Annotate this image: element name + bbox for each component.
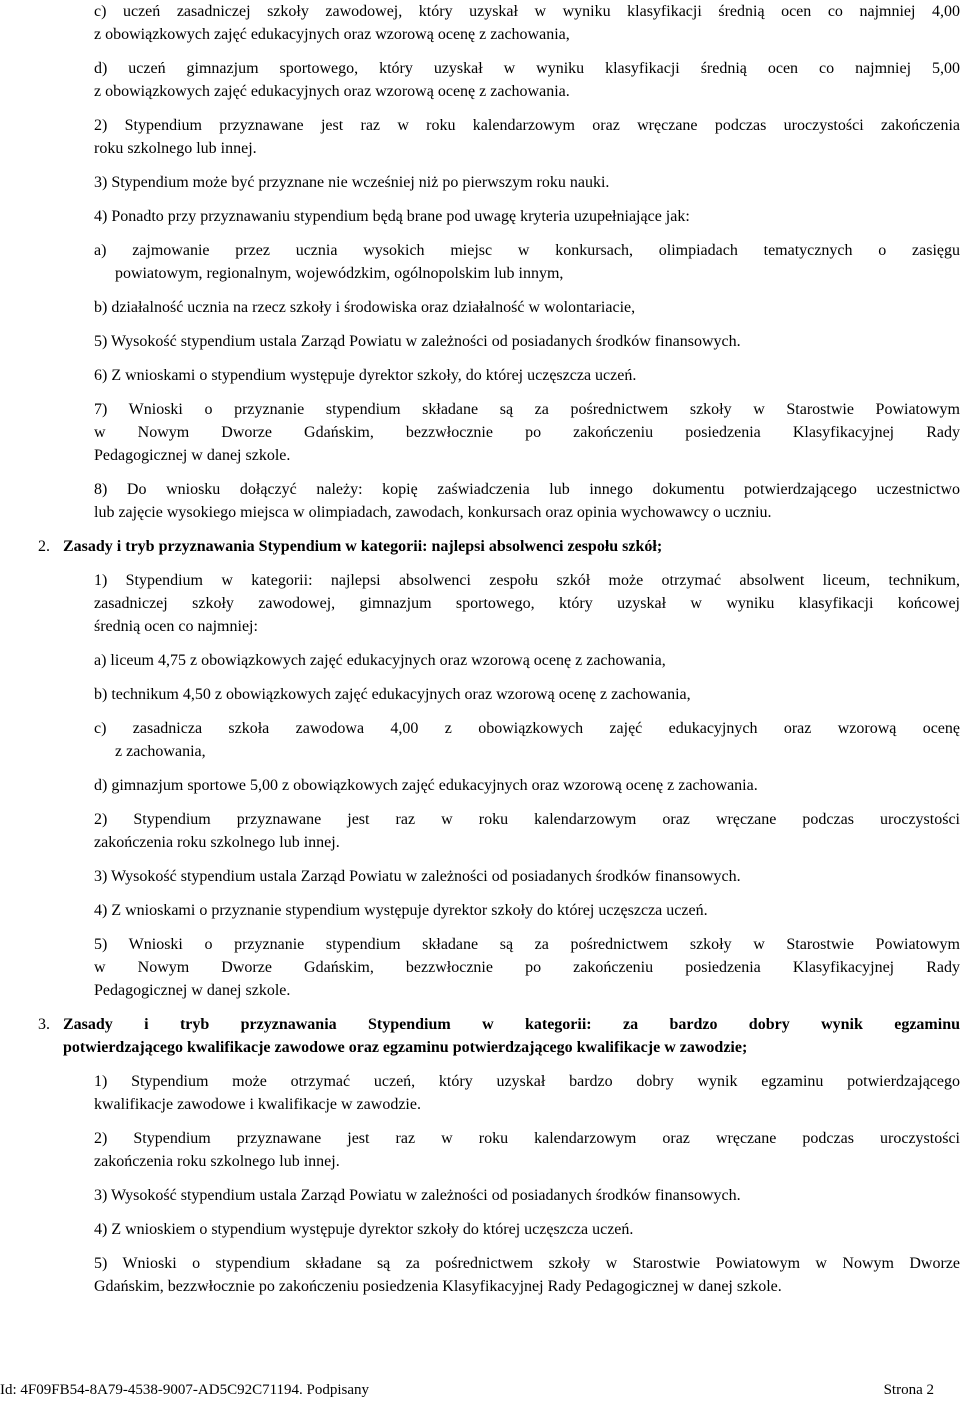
s2-point-5-line2: w Nowym Dworze Gdańskim, bezzwłocznie po zakończeniu posiedzenia Klasyfikacyjnej Rady	[94, 959, 960, 976]
point-7-line2: w Nowym Dworze Gdańskim, bezzwłocznie po zakończeniu posiedzenia Klasyfikacyjnej Rady	[94, 424, 960, 441]
s2-point-5-line3: Pedagogicznej w danej szkole.	[94, 982, 291, 999]
s2-point-1-line2: zasadniczej szkoły zawodowej, gimnazjum sportowego, który uzyskał w wyniku klasyfikacji końcowej	[94, 595, 960, 612]
section-2-number: 2.	[38, 538, 50, 555]
point-4: 4) Ponadto przy przyznawaniu stypendium będą brane pod uwagę kryteria uzupełniające jak:	[94, 208, 690, 225]
point-4a-line2: powiatowym, regionalnym, wojewódzkim, ogólnopolskim lub innym,	[115, 265, 564, 282]
point-2-line2: roku szkolnego lub innej.	[94, 140, 257, 157]
footer-page-number: Strona 2	[883, 1382, 934, 1398]
s3-point-1-line1: 1) Stypendium może otrzymać uczeń, który uzyskał bardzo dobry wynik egzaminu potwierdzającego	[94, 1073, 960, 1090]
point-8-line2: lub zajęcie wysokiego miejsca w olimpiadach, zawodach, konkursach oraz opinia wychowawcy o uczniu.	[94, 504, 772, 521]
point-8-line1: 8) Do wniosku dołączyć należy: kopię zaświadczenia lub innego dokumentu potwierdzającego uczestnictwo	[94, 481, 960, 498]
s2-point-2-line2: zakończenia roku szkolnego lub innej.	[94, 834, 340, 851]
s2-item-b: b) technikum 4,50 z obowiązkowych zajęć edukacyjnych oraz wzorową ocenę z zachowania,	[94, 686, 691, 703]
section-3-heading-line2: potwierdzającego kwalifikacje zawodowe oraz egzaminu potwierdzającego kwalifikacje w zawodzie;	[63, 1039, 748, 1056]
list-item-d-line1: d) uczeń gimnazjum sportowego, który uzyskał w wyniku klasyfikacji średnią ocen co najmniej 5,00	[94, 60, 960, 77]
point-4a-line1: a) zajmowanie przez ucznia wysokich miejsc w konkursach, olimpiadach tematycznych o zasięgu	[94, 242, 960, 259]
point-5: 5) Wysokość stypendium ustala Zarząd Powiatu w zależności od posiadanych środków finansowych.	[94, 333, 741, 350]
s3-point-3: 3) Wysokość stypendium ustala Zarząd Powiatu w zależności od posiadanych środków finansowych.	[94, 1187, 741, 1204]
section-2-heading: Zasady i tryb przyznawania Stypendium w kategorii: najlepsi absolwenci zespołu szkół;	[63, 538, 663, 555]
s2-item-a: a) liceum 4,75 z obowiązkowych zajęć edukacyjnych oraz wzorową ocenę z zachowania,	[94, 652, 666, 669]
s2-item-c-line1: c) zasadnicza szkoła zawodowa 4,00 z obowiązkowych zajęć edukacyjnych oraz wzorową ocenę	[94, 720, 960, 737]
footer-document-id: Id: 4F09FB54-8A79-4538-9007-AD5C92C71194. Podpisany	[0, 1382, 370, 1398]
list-item-d-line2: z obowiązkowych zajęć edukacyjnych oraz wzorową ocenę z zachowania.	[94, 83, 570, 100]
s3-point-1-line2: kwalifikacje zawodowe i kwalifikacje w zawodzie.	[94, 1096, 421, 1113]
s2-point-2-line1: 2) Stypendium przyznawane jest raz w roku kalendarzowym oraz wręczane podczas uroczystości	[94, 811, 960, 828]
point-6: 6) Z wnioskami o stypendium występuje dyrektor szkoły, do której uczęszcza uczeń.	[94, 367, 637, 384]
s3-point-4: 4) Z wnioskiem o stypendium występuje dyrektor szkoły do której uczęszcza uczeń.	[94, 1221, 634, 1238]
point-4b: b) działalność ucznia na rzecz szkoły i środowiska oraz działalność w wolontariacie,	[94, 299, 636, 316]
s2-point-5-line1: 5) Wnioski o przyznanie stypendium składane są za pośrednictwem szkoły w Starostwie Powiatowym	[94, 936, 960, 953]
s2-point-4: 4) Z wnioskami o przyznanie stypendium występuje dyrektor szkoły do której uczęszcza uczeń.	[94, 902, 708, 919]
point-7-line1: 7) Wnioski o przyznanie stypendium składane są za pośrednictwem szkoły w Starostwie Powiatowym	[94, 401, 960, 418]
point-2-line1: 2) Stypendium przyznawane jest raz w roku kalendarzowym oraz wręczane podczas uroczystości zakończenia	[94, 117, 960, 134]
section-3-number: 3.	[38, 1016, 50, 1033]
s2-point-1-line3: średnią ocen co najmniej:	[94, 618, 258, 635]
s3-point-5-line1: 5) Wnioski o stypendium składane są za pośrednictwem szkoły w Starostwie Powiatowym w Nowym Dworze	[94, 1255, 960, 1272]
s3-point-2-line2: zakończenia roku szkolnego lub innej.	[94, 1153, 340, 1170]
s2-item-d: d) gimnazjum sportowe 5,00 z obowiązkowych zajęć edukacyjnych oraz wzorową ocenę z zachowania.	[94, 777, 758, 794]
s3-point-2-line1: 2) Stypendium przyznawane jest raz w roku kalendarzowym oraz wręczane podczas uroczystości	[94, 1130, 960, 1147]
point-3: 3) Stypendium może być przyznane nie wcześniej niż po pierwszym roku nauki.	[94, 174, 610, 191]
s2-point-1-line1: 1) Stypendium w kategorii: najlepsi absolwenci zespołu szkół może otrzymać absolwent liceum, technikum,	[94, 572, 960, 589]
s2-item-c-line2: z zachowania,	[115, 743, 206, 760]
list-item-c-line1: c) uczeń zasadniczej szkoły zawodowej, który uzyskał w wyniku klasyfikacji średnią ocen co najmniej 4,00	[94, 3, 960, 20]
section-3-heading-line1: Zasady i tryb przyznawania Stypendium w kategorii: za bardzo dobry wynik egzaminu	[63, 1016, 960, 1033]
point-7-line3: Pedagogicznej w danej szkole.	[94, 447, 291, 464]
s3-point-5-line2: Gdańskim, bezzwłocznie po zakończeniu posiedzenia Klasyfikacyjnej Rady Pedagogicznej w danej szkole.	[94, 1278, 782, 1295]
list-item-c-line2: z obowiązkowych zajęć edukacyjnych oraz wzorową ocenę z zachowania,	[94, 26, 570, 43]
s2-point-3: 3) Wysokość stypendium ustala Zarząd Powiatu w zależności od posiadanych środków finansowych.	[94, 868, 741, 885]
